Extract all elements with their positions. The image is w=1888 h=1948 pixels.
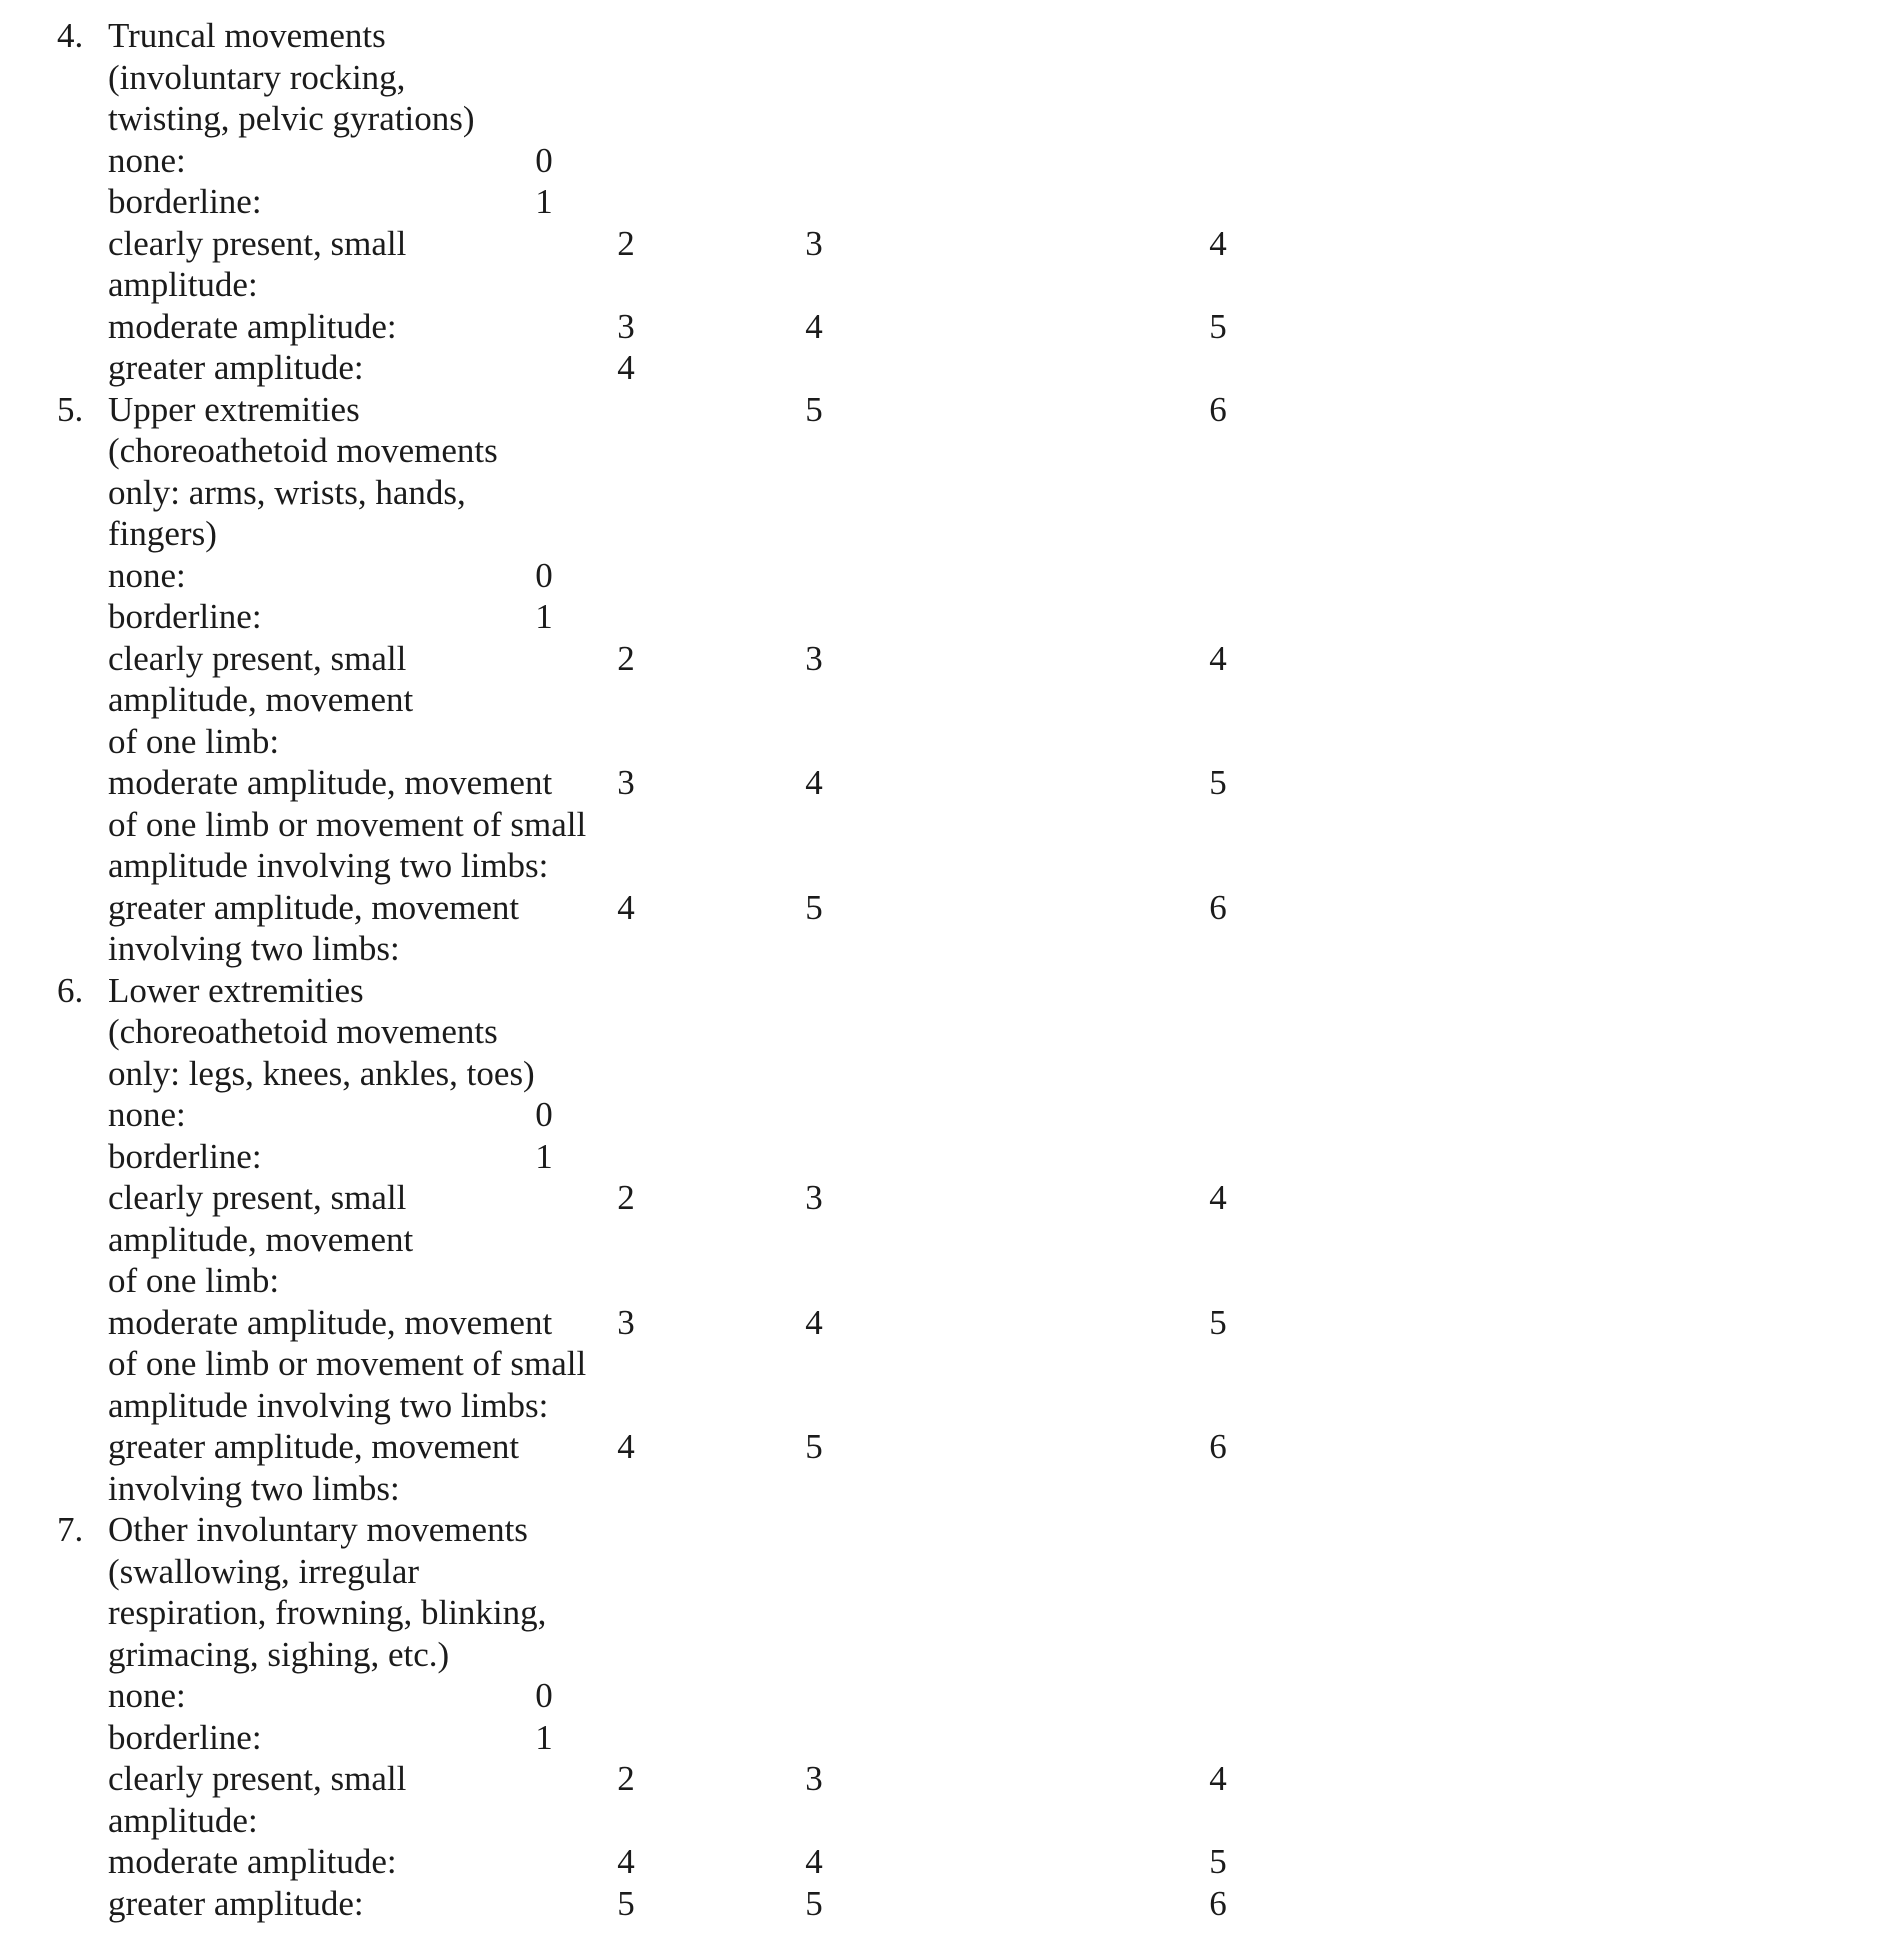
score-col-3: 4 [805, 763, 823, 802]
score-col-3: 4 [805, 1842, 823, 1881]
score-col-4: 5 [1209, 1302, 1227, 1342]
scale-line [0, 98, 1888, 140]
scale-line [0, 1426, 1888, 1468]
line-text: moderate amplitude: [108, 1842, 397, 1881]
line-text: only: legs, knees, ankles, toes) [108, 1053, 535, 1093]
scale-line [0, 1717, 1888, 1759]
scale-line [0, 1468, 1888, 1510]
line-text: borderline: [108, 182, 262, 221]
scale-line [0, 1883, 1888, 1925]
scale-line [0, 1343, 1888, 1385]
line-text: Upper extremities [108, 389, 360, 429]
score-col-4: 6 [1209, 887, 1227, 927]
scale-line [0, 804, 1888, 846]
line-text: amplitude involving two limbs: [108, 1385, 549, 1425]
score-col-3: 5 [805, 1883, 823, 1923]
line-text: amplitude, movement [108, 1219, 414, 1259]
line-text: Truncal movements [108, 16, 386, 55]
line-text: respiration, frowning, blinking, [108, 1593, 547, 1632]
score-col-1: 1 [535, 182, 553, 221]
score-col-4: 4 [1209, 1759, 1227, 1798]
score-col-2: 4 [617, 887, 635, 927]
line-text: clearly present, small [108, 1178, 407, 1217]
line-text: involving two limbs: [108, 1468, 400, 1508]
score-col-3: 3 [805, 638, 823, 678]
score-col-1: 0 [535, 140, 553, 180]
line-text: greater amplitude: [108, 1883, 364, 1923]
scale-line [0, 181, 1888, 223]
score-col-1: 0 [535, 1095, 553, 1134]
score-col-4: 5 [1209, 1842, 1227, 1881]
line-text: of one limb or movement of small [108, 1344, 587, 1383]
line-text: of one limb or movement of small [108, 804, 587, 844]
scale-line [0, 555, 1888, 597]
line-text: (choreoathetoid movements [108, 431, 498, 470]
scale-line [0, 1011, 1888, 1053]
score-col-2: 3 [617, 306, 635, 346]
line-text: none: [108, 140, 186, 180]
scale-line [0, 762, 1888, 804]
score-col-3: 4 [805, 306, 823, 346]
line-text: (swallowing, irregular [108, 1551, 420, 1591]
score-col-2: 4 [617, 1842, 635, 1881]
scale-line [0, 1177, 1888, 1219]
score-col-3: 4 [805, 1302, 823, 1342]
line-text: of one limb: [108, 1261, 280, 1300]
line-text: borderline: [108, 1717, 262, 1757]
score-col-3: 3 [805, 1759, 823, 1798]
score-col-2: 4 [617, 1427, 635, 1466]
scale-line [0, 596, 1888, 638]
line-text: greater amplitude, movement [108, 887, 520, 927]
score-col-4: 5 [1209, 306, 1227, 346]
scale-line [0, 1385, 1888, 1427]
score-col-4: 6 [1209, 389, 1227, 429]
line-text: involving two limbs: [108, 929, 400, 968]
scale-line [0, 970, 1888, 1012]
line-text: borderline: [108, 597, 262, 636]
item-number: 7. [57, 1510, 84, 1549]
scale-line [0, 1509, 1888, 1551]
line-text: amplitude involving two limbs: [108, 846, 549, 885]
line-text: fingers) [108, 514, 217, 553]
line-text: clearly present, small [108, 638, 407, 678]
scale-line [0, 1841, 1888, 1883]
line-text: none: [108, 1676, 186, 1715]
item-number: 5. [57, 389, 84, 429]
line-text: greater amplitude: [108, 348, 364, 387]
scale-line [0, 887, 1888, 929]
scale-line [0, 264, 1888, 306]
line-text: greater amplitude, movement [108, 1427, 520, 1466]
line-text: moderate amplitude, movement [108, 1302, 553, 1342]
score-col-2: 2 [617, 638, 635, 678]
line-text: borderline: [108, 1136, 262, 1176]
score-col-1: 1 [535, 1717, 553, 1757]
score-col-4: 6 [1209, 1427, 1227, 1466]
line-text: Lower extremities [108, 970, 364, 1010]
line-text: Other involuntary movements [108, 1510, 528, 1549]
scale-line [0, 1634, 1888, 1676]
score-col-1: 0 [535, 1676, 553, 1715]
score-col-2: 3 [617, 763, 635, 802]
scale-line [0, 1094, 1888, 1136]
scale-line [0, 1302, 1888, 1344]
line-text: (involuntary rocking, [108, 57, 406, 97]
scale-line [0, 389, 1888, 431]
line-text: of one limb: [108, 721, 280, 761]
line-text: clearly present, small [108, 223, 407, 263]
score-col-4: 4 [1209, 223, 1227, 263]
line-text: amplitude: [108, 265, 258, 304]
line-text: amplitude, movement [108, 680, 414, 719]
score-col-3: 3 [805, 1178, 823, 1217]
scale-line [0, 513, 1888, 555]
score-col-1: 1 [535, 597, 553, 636]
scale-line [0, 1219, 1888, 1261]
line-text: twisting, pelvic gyrations) [108, 99, 475, 138]
scale-line [0, 140, 1888, 182]
scale-line [0, 1053, 1888, 1095]
item-number: 4. [57, 16, 84, 55]
scale-line [0, 1136, 1888, 1178]
scale-line [0, 223, 1888, 265]
score-col-1: 1 [535, 1136, 553, 1176]
score-col-3: 5 [805, 389, 823, 429]
scale-line [0, 721, 1888, 763]
score-col-2: 4 [617, 348, 635, 387]
score-col-3: 3 [805, 223, 823, 263]
score-col-2: 3 [617, 1302, 635, 1342]
line-text: amplitude: [108, 1800, 258, 1840]
line-text: none: [108, 1095, 186, 1134]
score-col-2: 2 [617, 223, 635, 263]
score-col-2: 5 [617, 1883, 635, 1923]
scale-line [0, 1675, 1888, 1717]
line-text: grimacing, sighing, etc.) [108, 1634, 450, 1674]
score-col-4: 5 [1209, 763, 1227, 802]
scale-line [0, 306, 1888, 348]
score-col-2: 2 [617, 1178, 635, 1217]
score-col-2: 2 [617, 1759, 635, 1798]
scale-line [0, 928, 1888, 970]
line-text: clearly present, small [108, 1759, 407, 1798]
line-text: moderate amplitude: [108, 306, 397, 346]
score-col-3: 5 [805, 1427, 823, 1466]
line-text: none: [108, 555, 186, 595]
scale-line [0, 1758, 1888, 1800]
score-col-4: 4 [1209, 1178, 1227, 1217]
scale-line [0, 638, 1888, 680]
scale-line [0, 347, 1888, 389]
scale-line [0, 472, 1888, 514]
scale-line [0, 57, 1888, 99]
scale-line [0, 15, 1888, 57]
item-number: 6. [57, 970, 84, 1010]
line-text: (choreoathetoid movements [108, 1012, 498, 1051]
line-text: only: arms, wrists, hands, [108, 472, 466, 512]
score-col-4: 6 [1209, 1883, 1227, 1923]
scale-line [0, 1800, 1888, 1842]
scale-line [0, 679, 1888, 721]
scale-line [0, 1260, 1888, 1302]
score-col-3: 5 [805, 887, 823, 927]
scale-line [0, 1592, 1888, 1634]
score-col-1: 0 [535, 555, 553, 595]
score-col-4: 4 [1209, 638, 1227, 678]
scale-line [0, 1551, 1888, 1593]
scale-line [0, 430, 1888, 472]
line-text: moderate amplitude, movement [108, 763, 553, 802]
scale-line [0, 845, 1888, 887]
